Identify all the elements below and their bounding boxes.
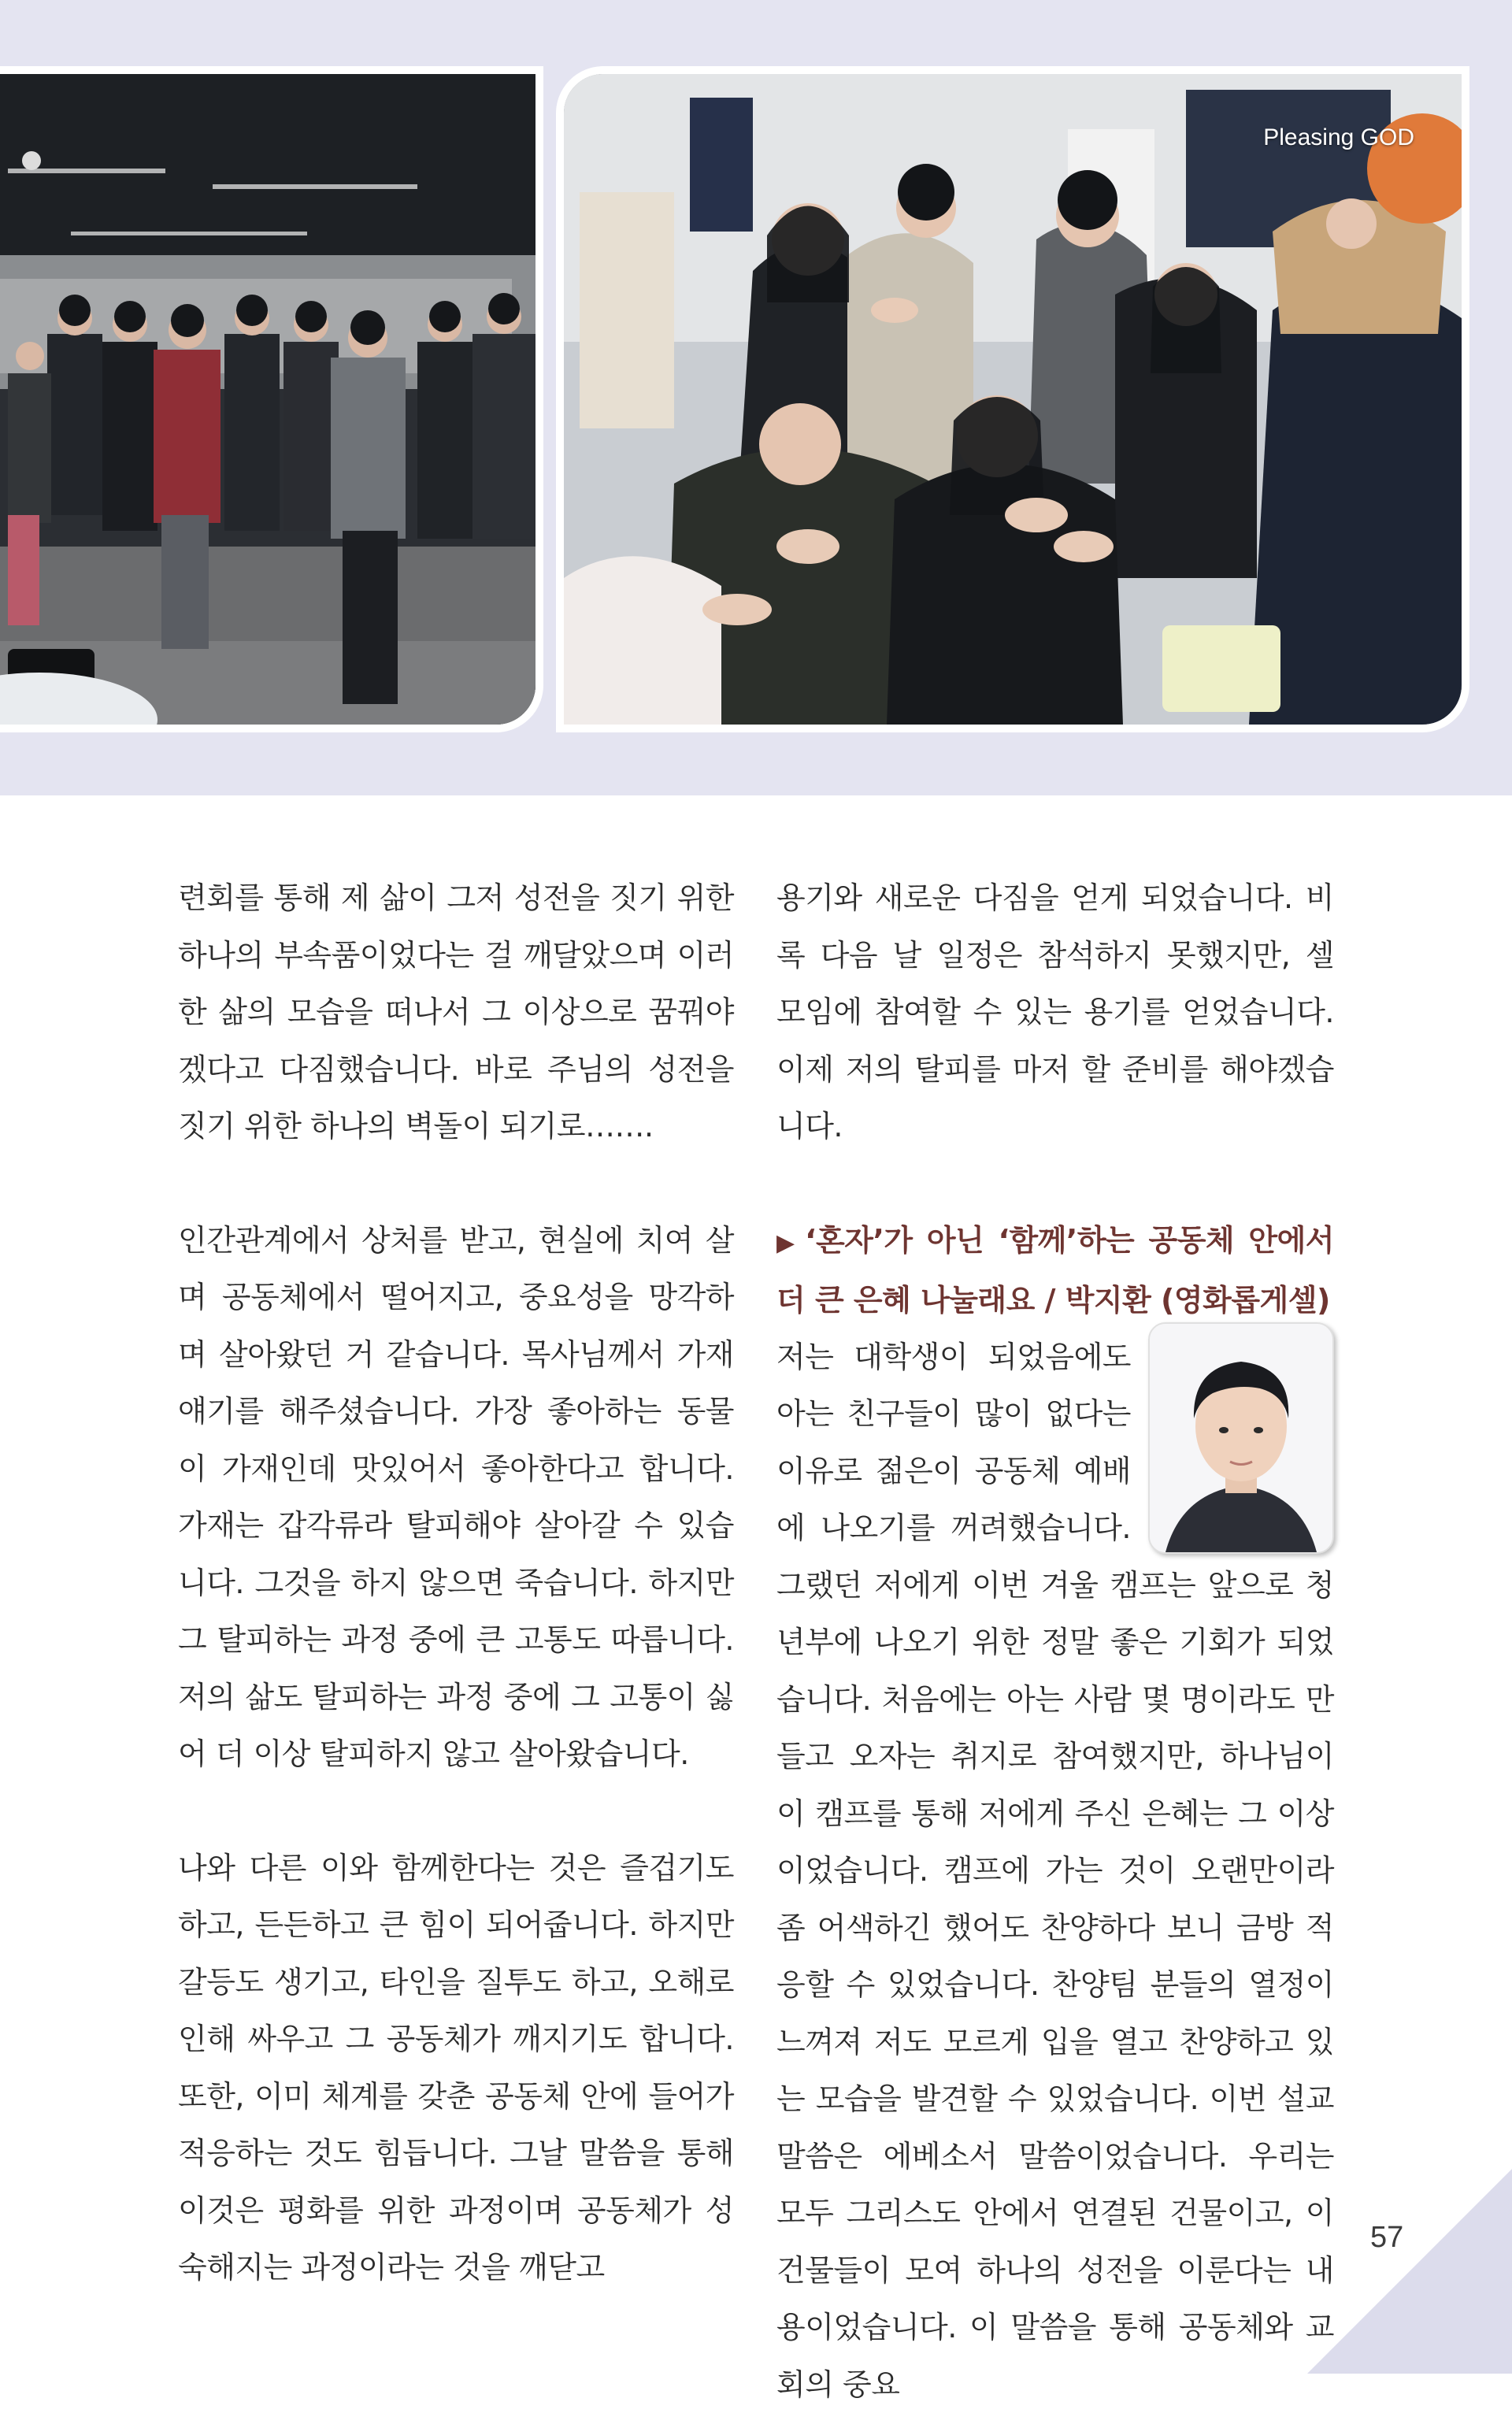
paragraph-gap	[776, 1155, 1334, 1212]
fellowship-room-image	[564, 74, 1462, 725]
body-paragraph: 용기와 새로운 다짐을 얻게 되었습니다. 비록 다음 날 일정은 참석하지 못했지만, 셀 모임에 참여할 수 있는 용기를 얻었습니다. 이제 저의 탈피를 마저 할 준비를 해야겠습니다.	[776, 869, 1334, 1155]
fellowship-room-photo	[556, 66, 1469, 732]
body-paragraph: 저는 대학생이 되었음에도 아는 친구들이 많이 없다는 이유로 젊은이 공동체 예배에 나오기를 꺼려했습니다. 그랬던 저에게 이번 겨울 캠프는 앞으로 청년부에 나오기 위한 정말 좋은 기회가 되었습니다. 처음에는 아는 사람 몇 명이라도 만들고 오자는 취지로 참여했지만, 하나님이 이 캠프를 통해 저에게 주신 은혜는 그 이상이었습니다. 캠프에 가는 것이 오랜만이라 좀 어색하긴 했어도 찬양하다 보니 금방 적응할 수 있었습니다. 찬양팀 분들의 열정이 느껴져 저도 모르게 입을 열고 찬양하고 있는 모습을 발견할 수 있었습니다. 이번 설교 말씀은 에베소서 말씀이었습니다. 우리는 모두 그리스도 안에서 연결된 건물이고, 이 건물들이 모여 하나의 성전을 이룬다는 내용이었습니다. 이 말씀을 통해 공동체와 교회의 중요	[776, 1329, 1334, 2413]
page-number: 57	[1370, 2221, 1403, 2255]
worship-hall-image	[0, 74, 536, 725]
worship-hall-photo	[0, 66, 543, 732]
right-text-column	[776, 869, 1334, 2413]
paragraph-gap	[178, 1783, 734, 1840]
author-portrait-image	[1150, 1324, 1332, 1552]
body-paragraph: 련회를 통해 제 삶이 그저 성전을 짓기 위한 하나의 부속품이었다는 걸 깨달았으며 이러한 삶의 모습을 떠나서 그 이상으로 꿈꿔야겠다고 다짐했습니다. 바로 주님의 성전을 짓기 위한 하나의 벽돌이 되기로…….	[178, 869, 734, 1155]
left-text-column	[178, 869, 734, 2296]
body-paragraph: 인간관계에서 상처를 받고, 현실에 치여 살며 공동체에서 떨어지고, 중요성을 망각하며 살아왔던 거 같습니다. 목사님께서 가재 얘기를 해주셨습니다. 가장 좋아하는 동물이 가재인데 맛있어서 좋아한다고 합니다. 가재는 갑각류라 탈피해야 살아갈 수 있습니다. 그것을 하지 않으면 죽습니다. 하지만 그 탈피하는 과정 중에 큰 고통도 따릅니다. 저의 삶도 탈피하는 과정 중에 그 고통이 싫어 더 이상 탈피하지 않고 살아왔습니다.	[178, 1212, 734, 1783]
corner-decoration	[1307, 2169, 1512, 2374]
testimony-heading	[776, 1212, 1334, 1329]
photo-caption: Pleasing GOD	[1263, 124, 1414, 151]
paragraph-gap	[178, 1155, 734, 1212]
author-portrait	[1148, 1322, 1334, 1554]
body-paragraph: 나와 다른 이와 함께한다는 것은 즐겁기도 하고, 든든하고 큰 힘이 되어줍니다. 하지만 갈등도 생기고, 타인을 질투도 하고, 오해로 인해 싸우고 그 공동체가 깨지기도 합니다. 또한, 이미 체계를 갖춘 공동체 안에 들어가 적응하는 것도 힘듭니다. 그날 말씀을 통해 이것은 평화를 위한 과정이며 공동체가 성숙해지는 과정이라는 것을 깨닫고	[178, 1840, 734, 2296]
triangle-arrow-icon: ▶	[776, 1229, 799, 1257]
testimony-heading-text: ‘혼자’가 아닌 ‘함께’하는 공동체 안에서 더 큰 은혜 나눌래요 / 박지환 (영화롭게셀)	[776, 1223, 1334, 1318]
